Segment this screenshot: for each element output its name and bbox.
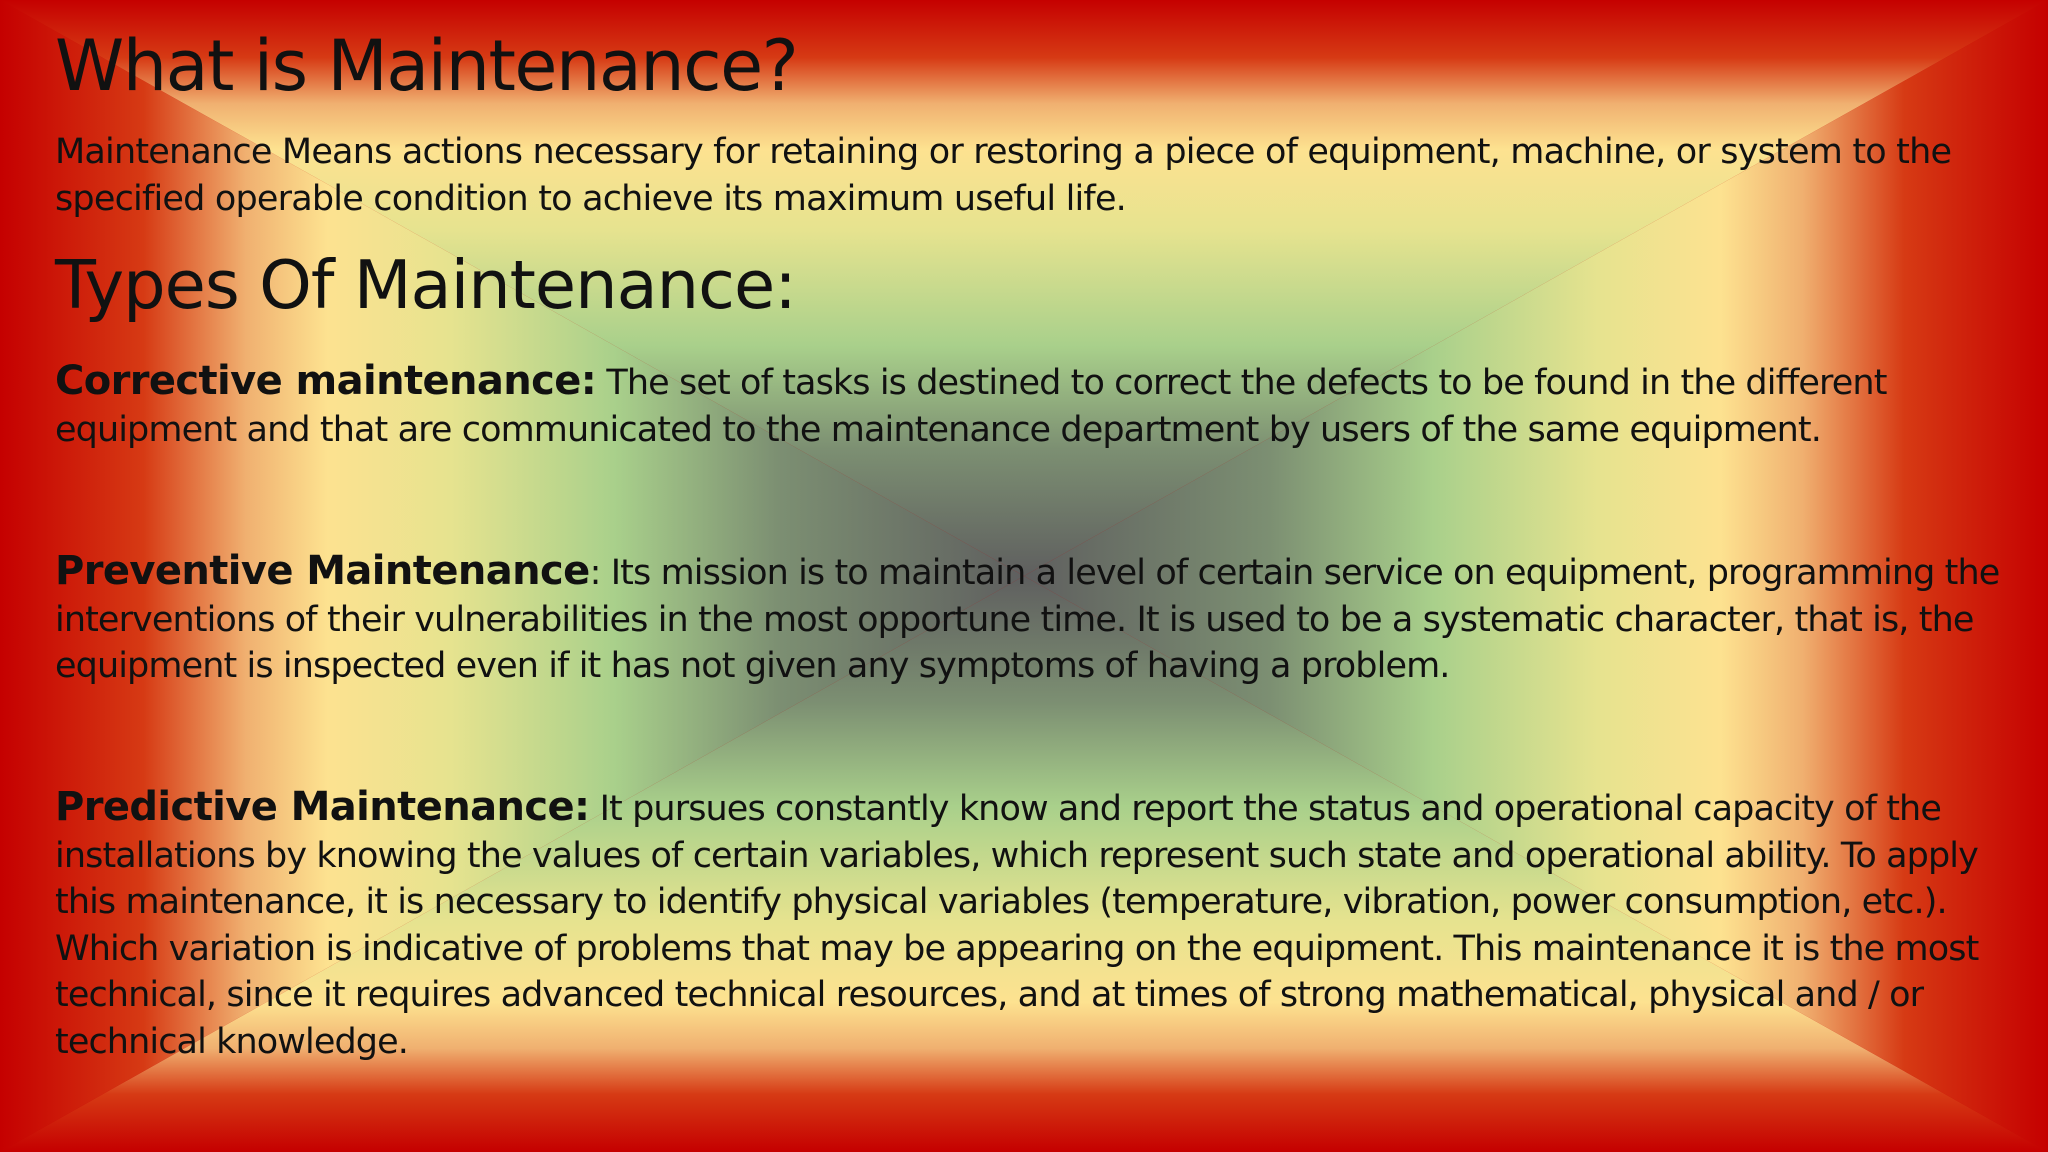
corrective-maintenance-term: Corrective maintenance: (55, 358, 597, 404)
slide-title: What is Maintenance? (55, 25, 798, 107)
preventive-maintenance-term: Preventive Maintenance (55, 548, 590, 594)
preventive-maintenance-description: : Its mission is to maintain a level of certain service on equipment, programming the interventions of their vulnerabilities in the most opportune time. It is used to be a systematic character, that is, the equipment is inspected even if it has not given any symptoms of having a problem. (55, 553, 2000, 686)
predictive-maintenance-description: It pursues constantly know and report the status and operational capacity of the installations by knowing the values of certain variables, which represent such state and operational ability. To apply this maintenance, it is necessary to identify physical variables (temperature, vibration, power consumption, etc.). Which variation is indicative of problems that may be appearing on the equipment. This maintenance it is the most technical, since it requires advanced technical resources, and at times of strong mathematical, physical and / or technical knowledge. (55, 789, 1979, 1062)
maintenance-definition: Maintenance Means actions necessary for retaining or restoring a piece of equipment, machine, or system to the specified operable condition to achieve its maximum useful life. (55, 132, 1952, 219)
predictive-maintenance-term: Predictive Maintenance: (55, 784, 590, 830)
corrective-maintenance-description: The set of tasks is destined to correct the defects to be found in the different equipment and that are communicated to the maintenance department by users of the same equipment. (55, 363, 1887, 450)
preventive-maintenance-paragraph (55, 548, 2040, 690)
types-heading: Types Of Maintenance: (55, 246, 796, 324)
predictive-maintenance-paragraph (55, 784, 2040, 1065)
corrective-maintenance-paragraph (55, 358, 2040, 453)
